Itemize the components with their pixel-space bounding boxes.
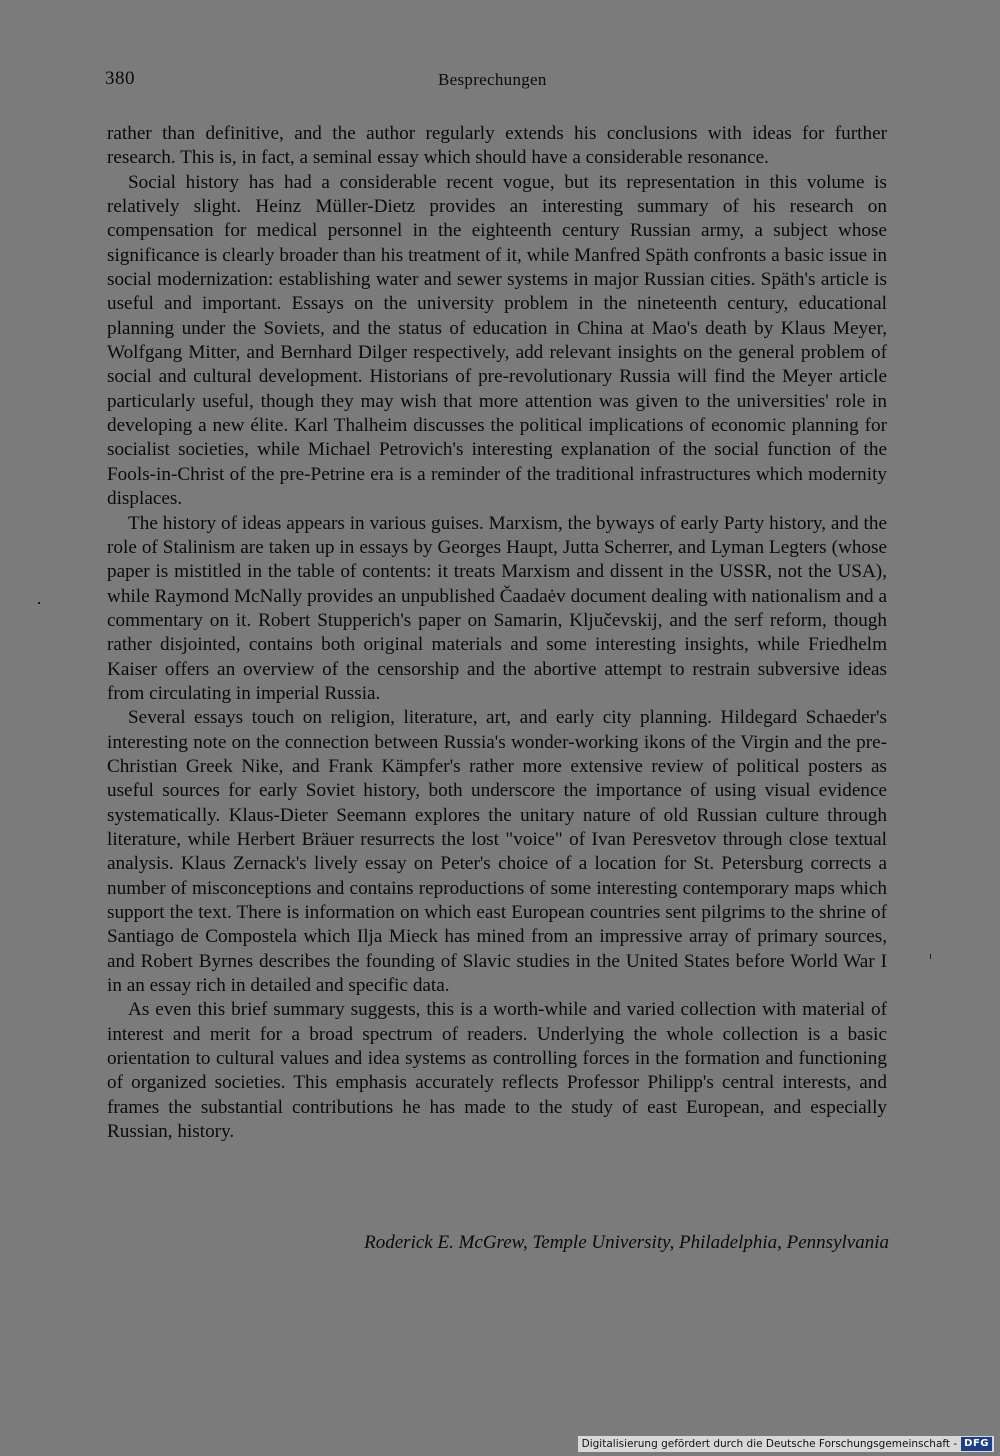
paragraph-1: rather than definitive, and the author regularly extends his conclusions with ideas for further research. This is, in fact, a seminal essay which should have a considerable resonance. bbox=[107, 123, 887, 169]
reviewer-signature: Roderick E. McGrew, Temple University, Philadelphia, Pennsylvania bbox=[364, 1232, 889, 1253]
dfg-logo: DFG bbox=[961, 1437, 992, 1451]
footer-credit: Digitalisierung gefördert durch die Deutsche Forschungsgemeinschaft - bbox=[581, 1438, 958, 1450]
running-head: Besprechungen bbox=[438, 70, 547, 89]
paragraph-5: As even this brief summary suggests, this is a worth-while and varied collection with material of interest and merit for a broad spectrum of readers. Underlying the whole collection is a basic orientation to cultural values and idea systems as controlling forces in the formation and functioning of organized societies. This emphasis accurately reflects Professor Philipp's central interests, and frames the substantial contributions he has made to the study of east European, and especially Russian, history. bbox=[107, 999, 887, 1143]
page-number: 380 bbox=[105, 68, 135, 89]
scan-speck bbox=[930, 954, 931, 959]
paragraph-3: The history of ideas appears in various guises. Marxism, the byways of early Party history, and the role of Stalinism are taken up in essays by Georges Haupt, Jutta Scherrer, and Lyman Legters (whose paper is mistitled in the table of contents: it treats Marxism and dissent in the USSR, not the USA), while Raymond McNally provides an unpublished Čaadaėv document dealing with nationalism and a commentary on it. Robert Stupperich's paper on Samarin, Ključevskij, and the serf reform, though rather disjointed, contains both original materials and some interesting insights, while Friedhelm Kaiser offers an overview of the censorship and the abortive attempt to restrain subversive ideas from circulating in imperial Russia. bbox=[107, 512, 887, 704]
scan-speck bbox=[38, 602, 40, 604]
digitization-footer bbox=[578, 1436, 994, 1452]
paragraph-2: Social history has had a considerable recent vogue, but its representation in this volume is relatively slight. Heinz Müller-Dietz provides an interesting summary of his research on compensation for medical personnel in the eighteenth century Russian army, a subject whose significance is clearly broader than his treatment of it, while Manfred Späth confronts a basic issue in social modernization: establishing water and sewer systems in major Russian cities. Späth's article is useful and important. Essays on the university problem in the nineteenth century, educational planning under the Soviets, and the status of education in China at Mao's death by Klaus Meyer, Wolfgang Mitter, and Bernhard Dilger respectively, add relevant insights on the general problem of social and cultural development. Historians of pre-revolutionary Russia will find the Meyer article particularly useful, though they may wish that more attention was given to the universities' role in developing a new élite. Karl Thalheim discusses the political implications of economic planning for socialist societies, while Michael Petrovich's interesting explanation of the social function of the Fools-in-Christ of the pre-Petrine era is a reminder of the traditional infrastructures which modernity displaces. bbox=[107, 171, 887, 510]
review-body bbox=[107, 122, 887, 1144]
paragraph-4: Several essays touch on religion, literature, art, and early city planning. Hildegard Schaeder's interesting note on the connection between Russia's wonder-working ikons of the Virgin and the pre-Christian Greek Nike, and Frank Kämpfer's rather more extensive review of political posters as useful sources for early Soviet history, both underscore the importance of using visual evidence systematically. Klaus-Dieter Seemann explores the unitary nature of old Russian culture through literature, while Herbert Bräuer resurrects the lost "voice" of Ivan Peresvetov through close textual analysis. Klaus Zernack's lively essay on Peter's choice of a location for St. Petersburg corrects a number of misconceptions and contains reproductions of some interesting contemporary maps which support the text. There is information on which east European countries sent pilgrims to the shrine of Santiago de Compostela which Ilja Mieck has mined from an impressive array of primary sources, and Robert Byrnes describes the founding of Slavic studies in the United States before World War I in an essay rich in detailed and specific data. bbox=[107, 707, 887, 997]
